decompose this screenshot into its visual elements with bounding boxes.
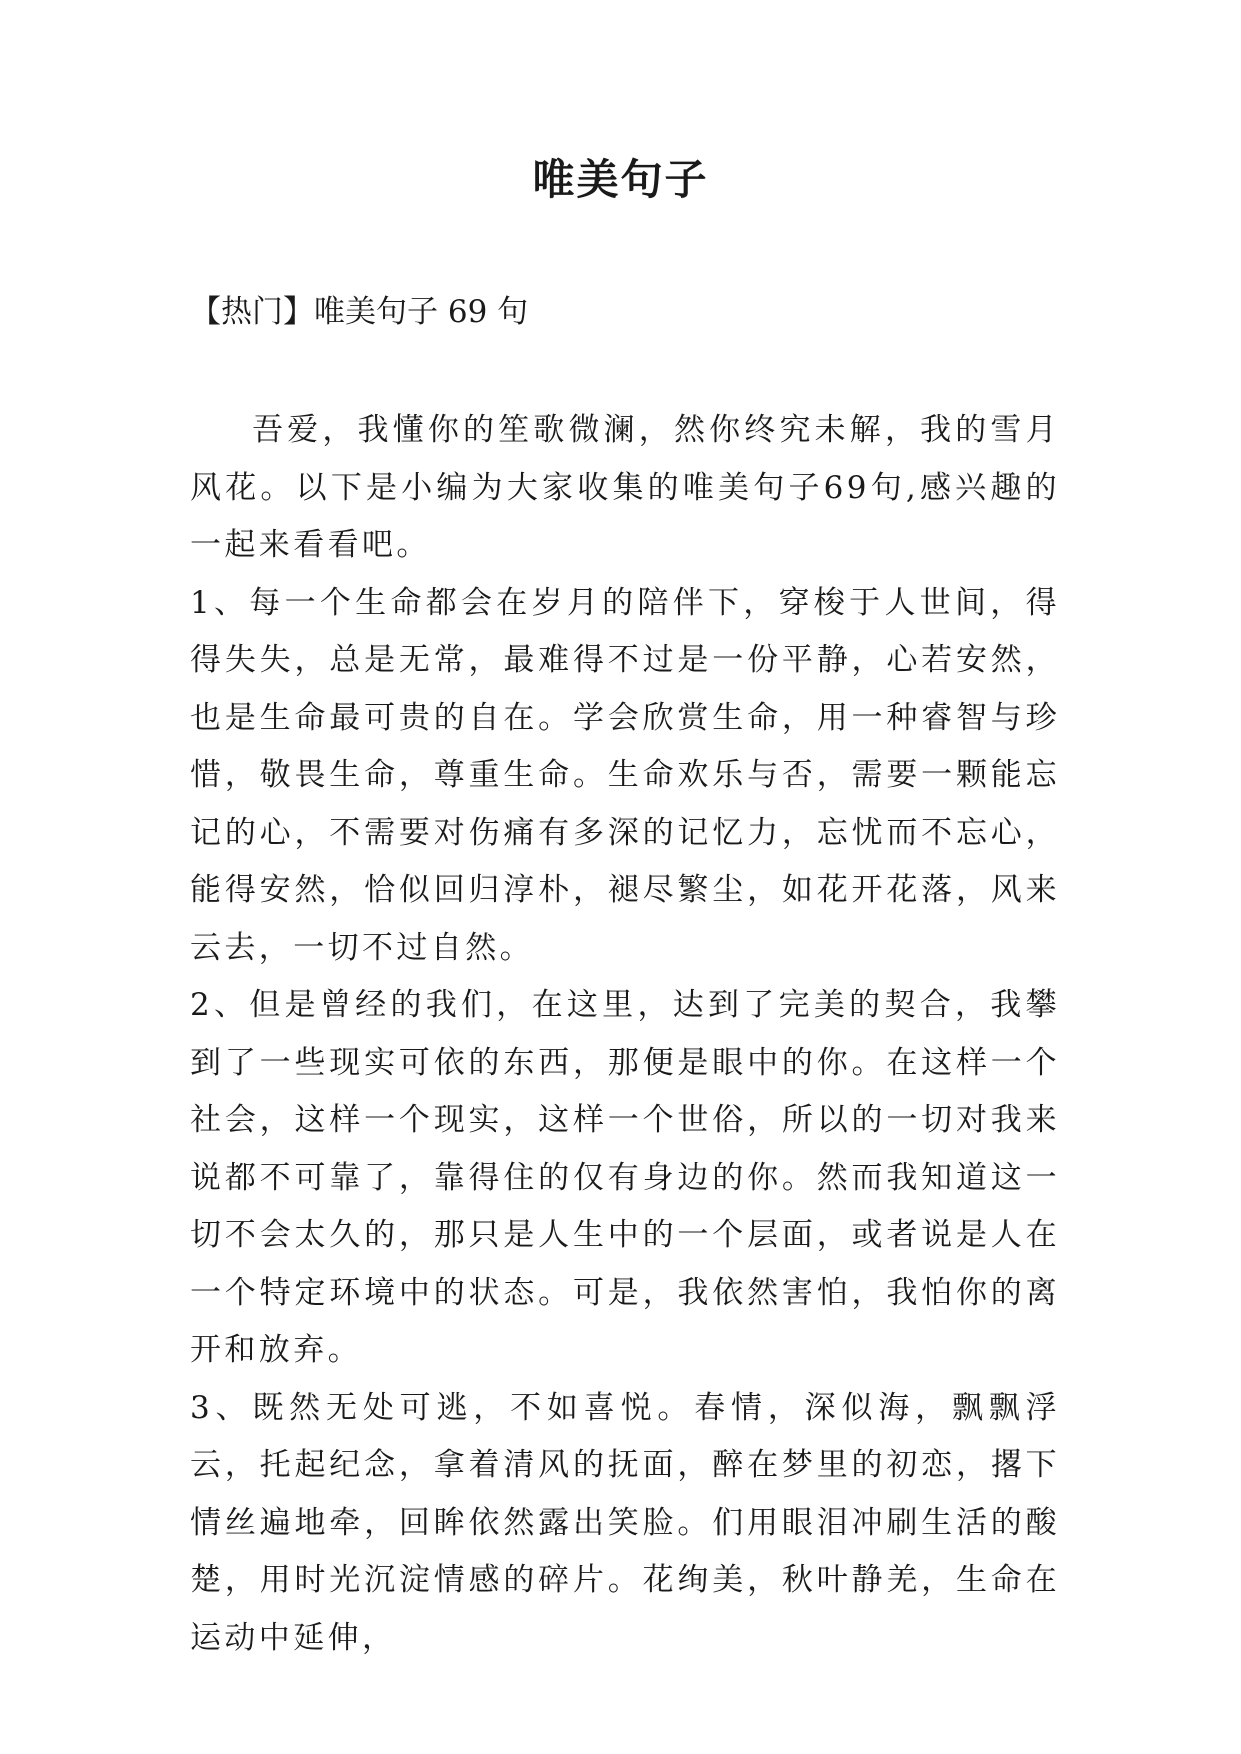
paragraph-3: 3、既然无处可逃，不如喜悦。春情，深似海，飘飘浮云，托起纪念，拿着清风的抚面，醉在梦里的初恋，撂下情丝遍地牵，回眸依然露出笑脸。们用眼泪冲刷生活的酸楚，用时光沉淀情感的碎片。花绚美，秋叶静羌，生命在运动中延伸， [190,1389,1060,1656]
document-title: 唯美句子 [532,155,709,204]
intro-paragraph: 吾爱，我懂你的笙歌微澜，然你终究未解，我的雪月风花。以下是小编为大家收集的唯美句子69句,感兴趣的一起来看看吧。 [190,412,1060,563]
paragraph-1: 1、每一个生命都会在岁月的陪伴下，穿梭于人世间，得得失失，总是无常，最难得不过是一份平静，心若安然，也是生命最可贵的自在。学会欣赏生命，用一种睿智与珍惜，敬畏生命，尊重生命。生命欢乐与否，需要一颗能忘记的心，不需要对伤痛有多深的记忆力，忘忧而不忘心，能得安然，恰似回归淳朴，褪尽繁尘，如花开花落，风来云去，一切不过自然。 [190,584,1060,966]
paragraph-2: 2、但是曾经的我们，在这里，达到了完美的契合，我攀到了一些现实可依的东西，那便是眼中的你。在这样一个社会，这样一个现实，这样一个世俗，所以的一切对我来说都不可靠了，靠得住的仅有身边的你。然而我知道这一切不会太久的，那只是人生中的一个层面，或者说是人在一个特定环境中的状态。可是，我依然害怕，我怕你的离开和放弃。 [190,987,1060,1368]
document-subtitle: 【热门】唯美句子 69 句 [190,294,529,330]
document-body [190,402,1060,1667]
